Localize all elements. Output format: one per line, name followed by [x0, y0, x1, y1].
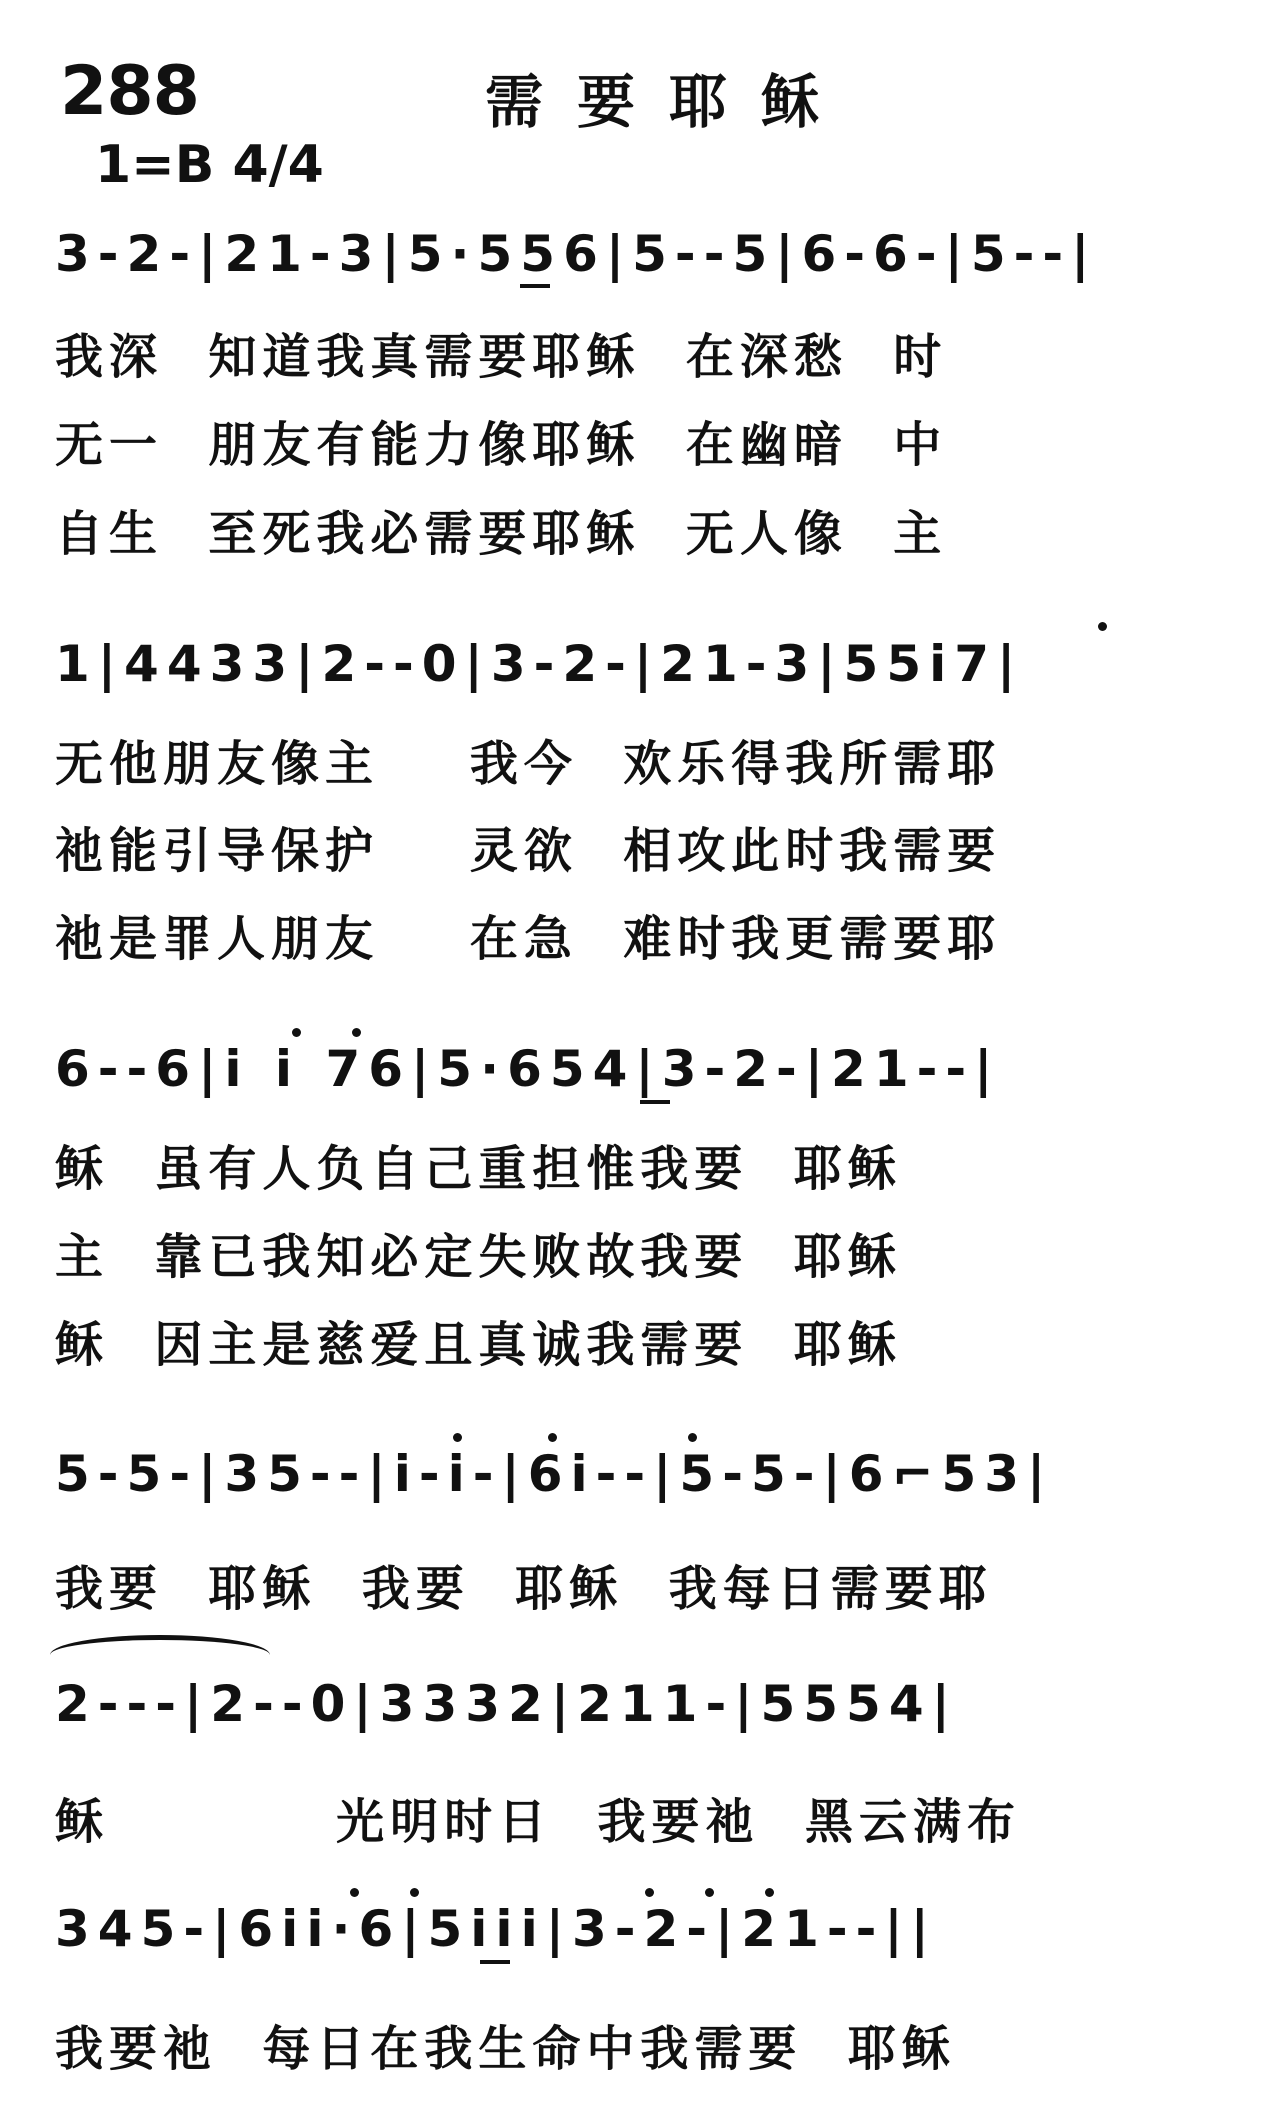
octave-dot: [645, 1888, 654, 1897]
octave-dot: [352, 1028, 361, 1037]
lyric-line: 无一 朋友有能力像耶稣 在幽暗 中: [55, 417, 948, 473]
lyric-line: 祂能引导保护 灵欲 相攻此时我需要: [55, 823, 1002, 879]
lyric-line: 稣 因主是慈爱且真诚我需要 耶稣: [55, 1317, 902, 1373]
eighth-underline: [640, 1100, 670, 1104]
lyric-line: 稣 光明时日 我要祂 黑云满布: [55, 1794, 1021, 1850]
octave-dot: [453, 1433, 462, 1442]
lyric-line: 稣 虽有人负自己重担惟我要 耶稣: [55, 1141, 902, 1197]
octave-dot: [350, 1888, 359, 1897]
octave-dot: [765, 1888, 774, 1897]
lyric-line: 无他朋友像主 我今 欢乐得我所需耶: [55, 736, 1002, 792]
octave-dot: [410, 1888, 419, 1897]
lyric-line: 祂是罪人朋友 在急 难时我更需要耶: [55, 911, 1002, 967]
lyric-line: 我要祂 每日在我生命中我需要 耶稣: [55, 2021, 956, 2077]
lyric-line: 自生 至死我必需要耶稣 无人像 主: [55, 506, 948, 562]
notation-line: 3-2-|21-3|5·556|5--5|6-6-|5--|: [55, 225, 1098, 283]
lyric-line: 我深 知道我真需要耶稣 在深愁 时: [55, 329, 948, 385]
notation-line: 1|4433|2--0|3-2-|21-3|55i7|: [55, 635, 1024, 693]
notation-line: 345-|6ii·6|5iii|3-2-|21--||: [55, 1900, 937, 1958]
key-signature: 1=B 4/4: [95, 135, 324, 195]
octave-dot: [688, 1433, 697, 1442]
notation-line: 2---|2--0|3332|211-|5554|: [55, 1675, 958, 1733]
notation-line: 6--6|i i 76|5·654|3-2-|21--|: [55, 1040, 1001, 1098]
octave-dot: [1098, 622, 1107, 631]
octave-dot: [292, 1028, 301, 1037]
eighth-underline: [480, 1960, 510, 1964]
octave-dot: [705, 1888, 714, 1897]
octave-dot: [548, 1433, 557, 1442]
hymn-number: 288: [60, 52, 199, 131]
eighth-underline: [520, 284, 550, 288]
notation-line: 5-5-|35--|i-i-|6i--|5-5-|6⌐53|: [55, 1445, 1054, 1503]
lyric-line: 我要 耶稣 我要 耶稣 我每日需要耶: [55, 1561, 993, 1617]
tie-slur: [50, 1635, 270, 1675]
lyric-line: 主 靠已我知必定失败故我要 耶稣: [55, 1229, 902, 1285]
hymn-title: 需要耶稣: [485, 68, 854, 136]
